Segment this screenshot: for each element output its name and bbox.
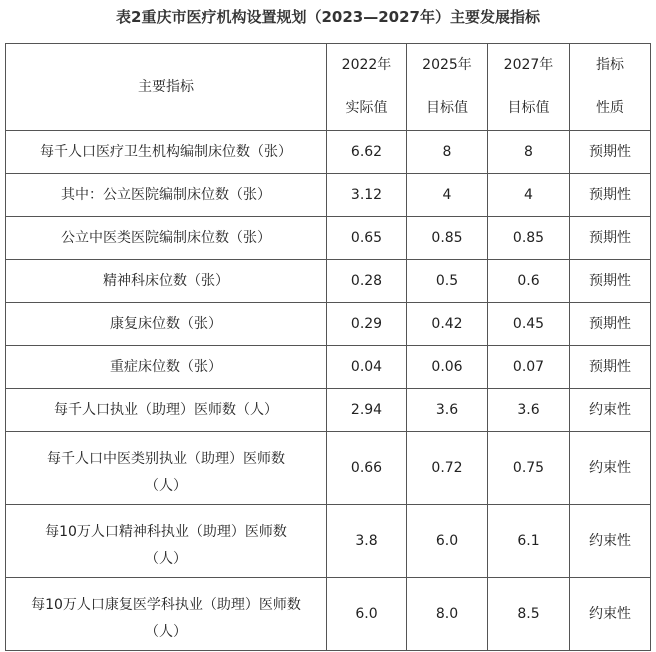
table-row bbox=[6, 346, 651, 389]
header-nature-line2: 性质 bbox=[596, 100, 624, 116]
value-2025-cell: 0.5 bbox=[407, 260, 488, 303]
value-2025-cell: 0.85 bbox=[407, 217, 488, 260]
nature-cell: 约束性 bbox=[570, 505, 651, 578]
header-nature bbox=[570, 44, 651, 131]
nature-cell: 约束性 bbox=[570, 389, 651, 432]
indicator-line-2: （人） bbox=[145, 623, 187, 640]
indicator-cell: 每千人口医疗卫生机构编制床位数（张） bbox=[6, 131, 327, 174]
table-row bbox=[6, 389, 651, 432]
indicator-line-2: （人） bbox=[145, 477, 187, 494]
value-2022-cell: 3.8 bbox=[327, 505, 407, 578]
value-2027-cell: 8.5 bbox=[488, 578, 570, 651]
indicator-line-2: （人） bbox=[145, 550, 187, 567]
value-2027-cell: 0.85 bbox=[488, 217, 570, 260]
value-2025-cell: 0.42 bbox=[407, 303, 488, 346]
value-2027-cell: 0.45 bbox=[488, 303, 570, 346]
indicator-cell bbox=[6, 578, 327, 651]
indicator-cell: 康复床位数（张） bbox=[6, 303, 327, 346]
table-row bbox=[6, 260, 651, 303]
value-2022-cell: 3.12 bbox=[327, 174, 407, 217]
value-2022-cell: 6.62 bbox=[327, 131, 407, 174]
indicator-cell: 精神科床位数（张） bbox=[6, 260, 327, 303]
value-2027-cell: 4 bbox=[488, 174, 570, 217]
table-row bbox=[6, 174, 651, 217]
table-row bbox=[6, 505, 651, 578]
indicator-cell: 重症床位数（张） bbox=[6, 346, 327, 389]
indicator-line-1: 每千人口中医类别执业（助理）医师数 bbox=[47, 450, 285, 467]
header-2027 bbox=[488, 44, 570, 131]
nature-cell: 预期性 bbox=[570, 260, 651, 303]
value-2027-cell: 0.07 bbox=[488, 346, 570, 389]
indicator-cell: 其中：公立医院编制床位数（张） bbox=[6, 174, 327, 217]
indicator-line-1: 每10万人口精神科执业（助理）医师数 bbox=[45, 523, 287, 540]
nature-cell: 预期性 bbox=[570, 303, 651, 346]
table-row bbox=[6, 432, 651, 505]
table-row bbox=[6, 578, 651, 651]
value-2027-cell: 6.1 bbox=[488, 505, 570, 578]
header-2025-year: 2025年 bbox=[422, 57, 472, 73]
header-2022-year: 2022年 bbox=[341, 57, 392, 73]
value-2025-cell: 8.0 bbox=[407, 578, 488, 651]
value-2025-cell: 0.06 bbox=[407, 346, 488, 389]
value-2022-cell: 2.94 bbox=[327, 389, 407, 432]
value-2022-cell: 0.29 bbox=[327, 303, 407, 346]
header-2027-year: 2027年 bbox=[503, 57, 554, 73]
value-2025-cell: 8 bbox=[407, 131, 488, 174]
value-2025-cell: 4 bbox=[407, 174, 488, 217]
header-nature-line1: 指标 bbox=[596, 57, 624, 73]
value-2027-cell: 8 bbox=[488, 131, 570, 174]
value-2027-cell: 3.6 bbox=[488, 389, 570, 432]
table-row bbox=[6, 131, 651, 174]
value-2022-cell: 0.66 bbox=[327, 432, 407, 505]
indicator-cell bbox=[6, 432, 327, 505]
indicator-line-1: 每10万人口康复医学科执业（助理）医师数 bbox=[31, 596, 301, 613]
header-row bbox=[6, 44, 651, 131]
header-2025-kind: 目标值 bbox=[426, 100, 468, 116]
table-row bbox=[6, 217, 651, 260]
value-2022-cell: 0.04 bbox=[327, 346, 407, 389]
header-2022-kind: 实际值 bbox=[345, 100, 388, 116]
header-2022 bbox=[327, 44, 407, 131]
indicator-cell: 每千人口执业（助理）医师数（人） bbox=[6, 389, 327, 432]
value-2025-cell: 6.0 bbox=[407, 505, 488, 578]
nature-cell: 约束性 bbox=[570, 578, 651, 651]
value-2027-cell: 0.75 bbox=[488, 432, 570, 505]
nature-cell: 预期性 bbox=[570, 346, 651, 389]
indicator-cell bbox=[6, 505, 327, 578]
nature-cell: 预期性 bbox=[570, 174, 651, 217]
nature-cell: 预期性 bbox=[570, 131, 651, 174]
value-2022-cell: 0.28 bbox=[327, 260, 407, 303]
nature-cell: 约束性 bbox=[570, 432, 651, 505]
header-indicator-label: 主要指标 bbox=[138, 78, 194, 95]
value-2022-cell: 0.65 bbox=[327, 217, 407, 260]
header-2027-kind: 目标值 bbox=[507, 100, 550, 116]
value-2025-cell: 0.72 bbox=[407, 432, 488, 505]
value-2025-cell: 3.6 bbox=[407, 389, 488, 432]
header-indicator bbox=[6, 44, 327, 131]
value-2027-cell: 0.6 bbox=[488, 260, 570, 303]
header-2025 bbox=[407, 44, 488, 131]
indicator-cell: 公立中医类医院编制床位数（张） bbox=[6, 217, 327, 260]
table-title: 表2重庆市医疗机构设置规划（2023—2027年）主要发展指标 bbox=[116, 8, 540, 26]
indicator-table bbox=[5, 43, 651, 651]
value-2022-cell: 6.0 bbox=[327, 578, 407, 651]
nature-cell: 预期性 bbox=[570, 217, 651, 260]
table-row bbox=[6, 303, 651, 346]
